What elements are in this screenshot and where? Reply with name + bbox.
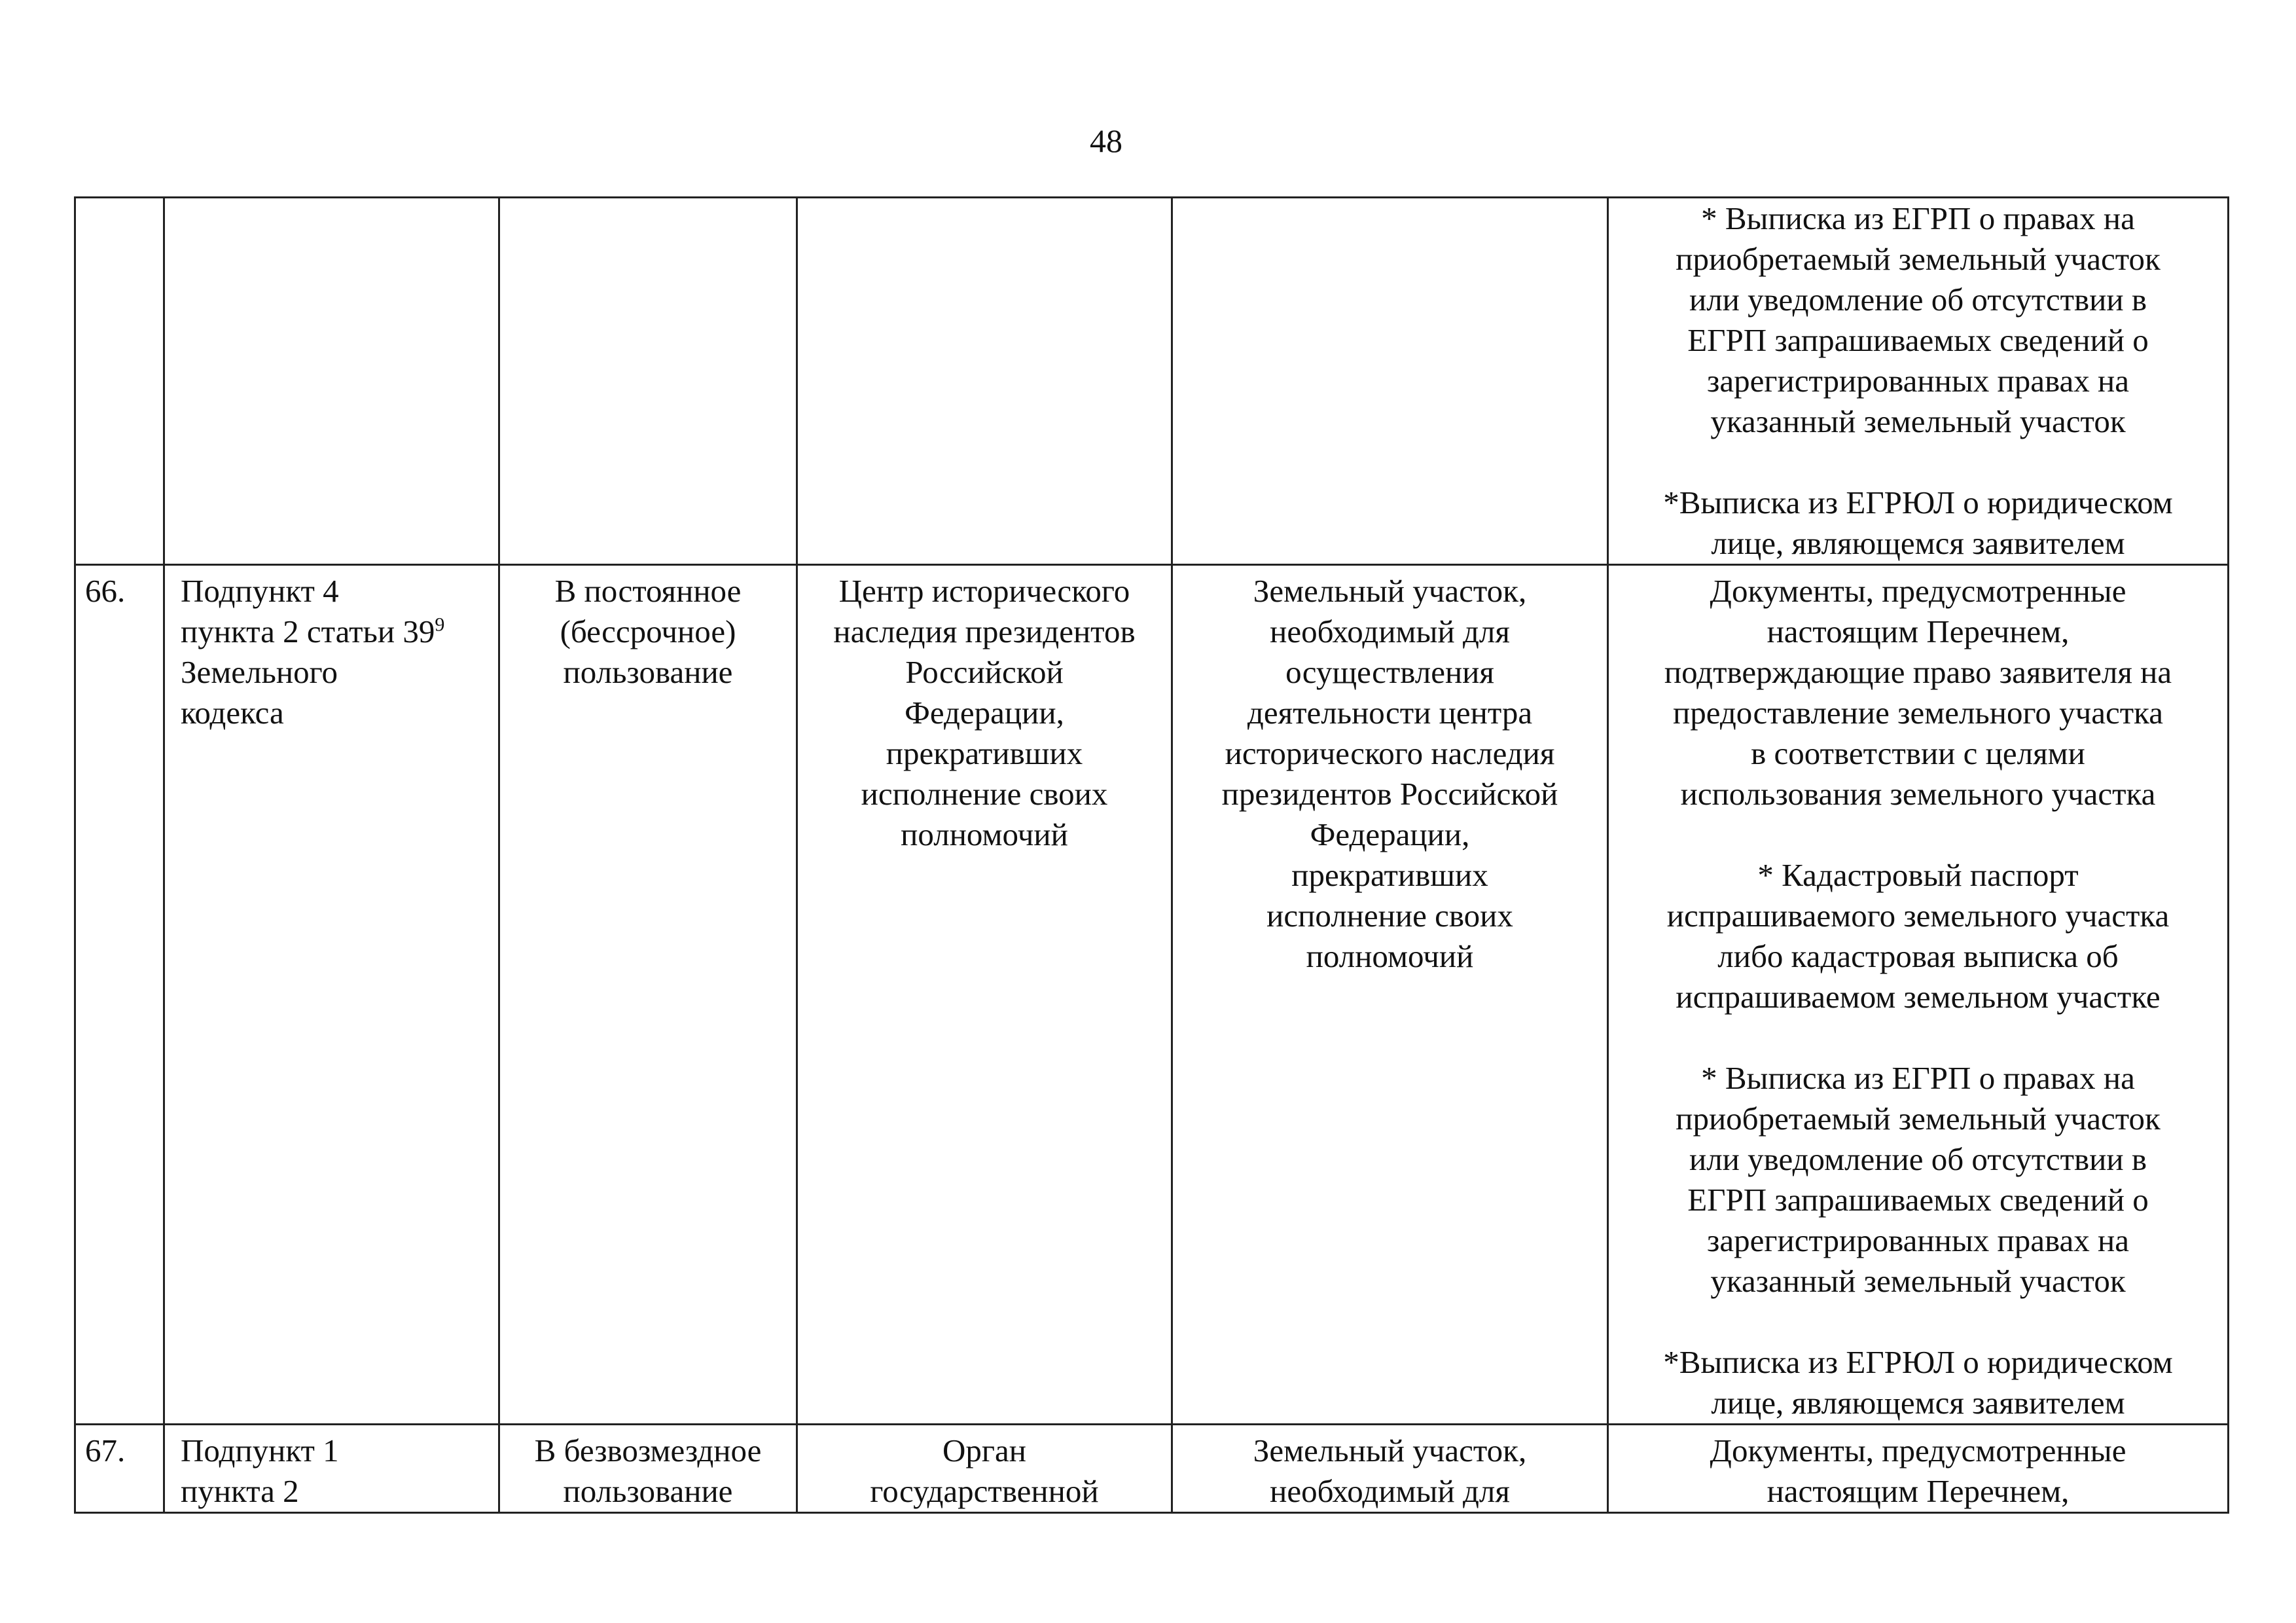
land-plot-cell: Земельный участок, необходимый для (1172, 1425, 1608, 1513)
documents-paragraph: Документы, предусмотренные настоящим Перечнем, (1710, 1432, 2126, 1509)
applicant-cell (797, 198, 1172, 565)
documents-paragraph: * Выписка из ЕГРП о правах на приобретаемый земельный участок или уведомление об отсутствии в ЕГРП запрашиваемых сведений о зарегистрированных правах на указанный земельный участок (1676, 200, 2161, 439)
land-plot-cell (1172, 198, 1608, 565)
table-row (75, 565, 2229, 1425)
page-number: 48 (1090, 122, 1122, 159)
row-number-cell: 66. (75, 565, 164, 1425)
documents-paragraph: *Выписка из ЕГРЮЛ о юридическом лице, являющемся заявителем (1663, 484, 2173, 561)
right-type-cell (499, 198, 797, 565)
row-number-cell: 67. (75, 1425, 164, 1513)
applicant-cell: Центр исторического наследия президентов Российской Федерации, прекративших исполнение своих полномочий (797, 565, 1172, 1425)
right-type-cell: В постоянное (бессрочное) пользование (499, 565, 797, 1425)
documents-paragraph: Документы, предусмотренные настоящим Перечнем, подтверждающие право заявителя на предоставление земельного участка в соответствии с целями использования земельного участка (1664, 573, 2172, 812)
row-number-cell (75, 198, 164, 565)
basis-cell (164, 198, 499, 565)
documents-cell (1608, 1425, 2229, 1513)
documents-cell (1608, 198, 2229, 565)
documents-paragraph: *Выписка из ЕГРЮЛ о юридическом лице, являющемся заявителем (1663, 1344, 2173, 1421)
documents-cell (1608, 565, 2229, 1425)
table-row (75, 198, 2229, 565)
basis-cell: Подпункт 1 пункта 2 (164, 1425, 499, 1513)
documents-paragraph: * Выписка из ЕГРП о правах на приобретаемый земельный участок или уведомление об отсутствии в ЕГРП запрашиваемых сведений о зарегистрированных правах на указанный земельный участок (1676, 1060, 2161, 1299)
applicant-cell: Орган государственной (797, 1425, 1172, 1513)
land-documents-table (74, 196, 2229, 1514)
basis-cell: Подпункт 4 пункта 2 статьи $39^9$ Земельного кодекса (164, 565, 499, 1425)
right-type-cell: В безвозмездное пользование (499, 1425, 797, 1513)
land-plot-cell: Земельный участок, необходимый для осуществления деятельности центра исторического наследия президентов Российской Федерации, прекративших исполнение своих полномочий (1172, 565, 1608, 1425)
documents-paragraph: * Кадастровый паспорт испрашиваемого земельного участка либо кадастровая выписка об испрашиваемом земельном участке (1666, 857, 2170, 1015)
table-row (75, 1425, 2229, 1513)
